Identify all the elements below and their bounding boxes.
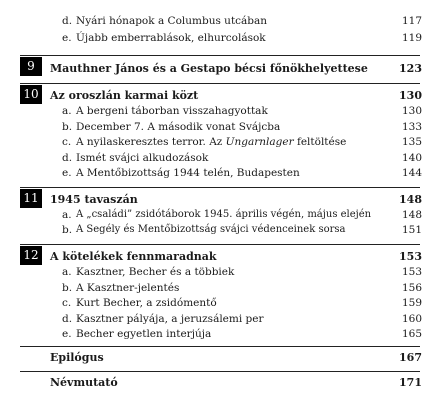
- chapter-number-badge: 11: [20, 189, 42, 208]
- item-letter: d.: [62, 313, 73, 325]
- chapter-number-badge: 12: [20, 246, 42, 265]
- item-title: Újabb emberrablások, elhurcolások: [76, 32, 266, 44]
- item-title: Ismét svájci alkudozások: [76, 152, 209, 164]
- item-letter: e.: [62, 167, 72, 179]
- toc-item[interactable]: [0, 280, 442, 296]
- toc-item[interactable]: [0, 150, 442, 166]
- chapter-heading[interactable]: [0, 88, 442, 104]
- chapter-title: Az oroszlán karmai közt: [50, 89, 199, 102]
- toc-item[interactable]: [0, 103, 442, 119]
- chapter-page: 123: [399, 62, 422, 75]
- chapter-page: 148: [399, 193, 422, 206]
- chapter-heading[interactable]: [0, 192, 442, 208]
- item-letter: b.: [62, 282, 73, 294]
- item-page: 153: [401, 266, 422, 278]
- item-letter: a.: [62, 266, 72, 278]
- item-page: 130: [401, 105, 422, 117]
- chapter-number-badge: 9: [20, 57, 42, 76]
- item-title: A Mentőbizottság 1944 telén, Budapesten: [76, 167, 300, 179]
- toc-item[interactable]: [0, 30, 442, 46]
- item-title: A Kasztner-jelentés: [76, 282, 180, 294]
- item-letter: c.: [62, 136, 72, 148]
- item-title: A bergeni táborban visszahagyottak: [76, 105, 268, 117]
- toc-item[interactable]: [0, 295, 442, 311]
- item-page: 159: [401, 297, 422, 309]
- index-page: 171: [399, 376, 422, 389]
- item-letter: e.: [62, 328, 72, 340]
- epilogue-title: Epilógus: [50, 351, 104, 364]
- item-letter: a.: [62, 105, 72, 117]
- item-letter: b.: [62, 121, 73, 133]
- item-title: Kasztner, Becher és a többiek: [76, 266, 235, 278]
- item-title-italic: Ungarnlager: [225, 136, 294, 148]
- toc-item[interactable]: [0, 207, 442, 223]
- epilogue-heading[interactable]: [0, 350, 442, 366]
- chapter-title: 1945 tavaszán: [50, 193, 138, 206]
- item-page: 148: [401, 209, 422, 221]
- item-title: [76, 134, 346, 150]
- toc-item[interactable]: [0, 222, 442, 238]
- toc-item[interactable]: [0, 119, 442, 135]
- chapter-divider: [20, 244, 420, 245]
- item-letter: d.: [62, 15, 73, 27]
- toc-item[interactable]: [0, 13, 442, 29]
- item-letter: c.: [62, 297, 72, 309]
- item-page: 151: [401, 224, 422, 236]
- toc-item[interactable]: [0, 134, 442, 150]
- chapter-number-badge: 10: [20, 85, 42, 104]
- item-title: December 7. A második vonat Svájcba: [76, 121, 281, 133]
- chapter-heading[interactable]: [0, 249, 442, 265]
- toc-item[interactable]: [0, 326, 442, 342]
- item-page: 117: [401, 15, 422, 27]
- chapter-heading[interactable]: [0, 61, 442, 77]
- item-title: Nyári hónapok a Columbus utcában: [76, 15, 268, 27]
- item-title: Kurt Becher, a zsidómentő: [76, 297, 217, 309]
- item-title: Becher egyetlen interjúja: [76, 328, 212, 340]
- item-page: 160: [401, 313, 422, 325]
- item-title: A „családi” zsidótáborok 1945. április végén, május elején: [76, 209, 372, 220]
- toc-item[interactable]: [0, 264, 442, 280]
- item-page: 144: [401, 167, 422, 179]
- chapter-page: 130: [399, 89, 422, 102]
- item-page: 135: [401, 136, 422, 148]
- item-page: 140: [401, 152, 422, 164]
- item-letter: e.: [62, 32, 72, 44]
- item-title: A Segély és Mentőbizottság svájci védenceinek sorsa: [76, 224, 346, 235]
- toc-item[interactable]: [0, 165, 442, 181]
- item-page: 133: [401, 121, 422, 133]
- item-title: Kasztner pályája, a jeruzsálemi per: [76, 313, 264, 325]
- chapter-title: A kötelékek fennmaradnak: [50, 250, 217, 263]
- item-title-pre: A nyilaskeresztes terror. Az: [76, 136, 226, 148]
- index-title: Névmutató: [50, 376, 118, 389]
- item-page: 119: [401, 32, 422, 44]
- chapter-divider: [20, 187, 420, 188]
- chapter-divider: [20, 83, 420, 84]
- item-letter: a.: [62, 209, 72, 221]
- chapter-page: 153: [399, 250, 422, 263]
- item-page: 165: [401, 328, 422, 340]
- chapter-divider: [20, 55, 420, 56]
- chapter-title: Mauthner János és a Gestapo bécsi főnökhelyettese: [50, 62, 368, 75]
- item-letter: b.: [62, 224, 73, 236]
- index-heading[interactable]: [0, 375, 442, 391]
- toc-item[interactable]: [0, 311, 442, 327]
- section-divider: [20, 371, 420, 372]
- item-title-post: feltöltése: [293, 136, 347, 148]
- section-divider: [20, 346, 420, 347]
- epilogue-page: 167: [399, 351, 422, 364]
- item-page: 156: [401, 282, 422, 294]
- item-letter: d.: [62, 152, 73, 164]
